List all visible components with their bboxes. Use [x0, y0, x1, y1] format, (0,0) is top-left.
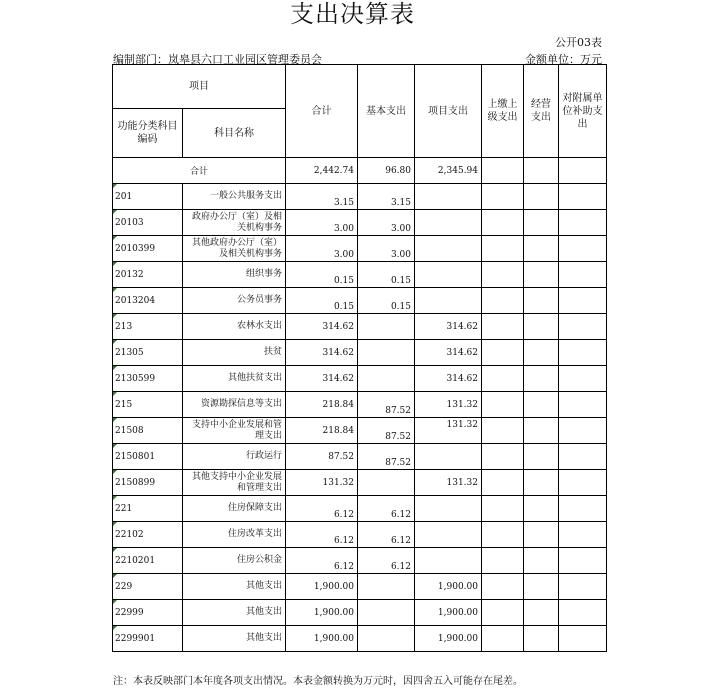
- row-total: 6.12: [286, 496, 358, 522]
- row-name: 政府办公厅（室）及相关机构事务: [183, 210, 286, 236]
- row-subsidy: [559, 496, 607, 522]
- row-name: 农林水支出: [183, 314, 286, 340]
- row-subsidy: [559, 210, 607, 236]
- row-business: [524, 184, 559, 210]
- total-row-project: 2,345.94: [415, 158, 482, 184]
- table-row: [113, 418, 607, 444]
- total-row-upper: [482, 158, 524, 184]
- table-row: [113, 366, 607, 392]
- row-subsidy: [559, 366, 607, 392]
- row-project: 131.32: [415, 470, 482, 496]
- total-row: [113, 158, 607, 184]
- row-project: 314.62: [415, 366, 482, 392]
- header-func-code: 功能分类科目编码: [113, 109, 183, 158]
- row-subsidy: [559, 184, 607, 210]
- row-business: [524, 470, 559, 496]
- row-basic: [358, 574, 415, 600]
- table-row: [113, 236, 607, 262]
- row-business: [524, 574, 559, 600]
- row-code: 2013204: [113, 288, 183, 314]
- header-business: 经营支出: [524, 65, 559, 158]
- row-upper: [482, 600, 524, 626]
- row-upper: [482, 626, 524, 652]
- row-project: [415, 262, 482, 288]
- row-name: 其他支持中小企业发展和管理支出: [183, 470, 286, 496]
- row-name: 公务员事务: [183, 288, 286, 314]
- row-total: 131.32: [286, 470, 358, 496]
- row-business: [524, 210, 559, 236]
- row-basic: [358, 470, 415, 496]
- row-total: 3.00: [286, 210, 358, 236]
- row-total: 1,900.00: [286, 626, 358, 652]
- row-subsidy: [559, 470, 607, 496]
- row-subsidy: [559, 236, 607, 262]
- table-row: [113, 522, 607, 548]
- row-upper: [482, 444, 524, 470]
- table-row: [113, 314, 607, 340]
- row-total: 0.15: [286, 288, 358, 314]
- footnote: 注：本表反映部门本年度各项支出情况。本表金额转换为万元时，因四舍五入可能存在尾差。: [113, 676, 523, 687]
- row-upper: [482, 574, 524, 600]
- row-basic: 6.12: [358, 496, 415, 522]
- row-total: 314.62: [286, 366, 358, 392]
- header-total: 合计: [286, 65, 358, 158]
- row-upper: [482, 210, 524, 236]
- table-row: [113, 626, 607, 652]
- row-total: 0.15: [286, 262, 358, 288]
- row-upper: [482, 340, 524, 366]
- row-basic: 0.15: [358, 288, 415, 314]
- header-basic: 基本支出: [358, 65, 415, 158]
- row-basic: [358, 340, 415, 366]
- header-subsidy: 对附属单位补助支出: [559, 65, 607, 158]
- row-upper: [482, 418, 524, 444]
- row-business: [524, 600, 559, 626]
- row-project: 314.62: [415, 314, 482, 340]
- row-project: [415, 184, 482, 210]
- row-upper: [482, 314, 524, 340]
- total-row-basic: 96.80: [358, 158, 415, 184]
- row-upper: [482, 262, 524, 288]
- row-subsidy: [559, 262, 607, 288]
- row-upper: [482, 496, 524, 522]
- unit-label: 金额单位：万元: [525, 53, 602, 66]
- row-subsidy: [559, 626, 607, 652]
- row-project: 1,900.00: [415, 574, 482, 600]
- row-business: [524, 236, 559, 262]
- row-subsidy: [559, 340, 607, 366]
- table-number: 公开03表: [555, 36, 602, 49]
- row-project: 131.32: [415, 418, 482, 444]
- row-total: 3.15: [286, 184, 358, 210]
- table-row: [113, 600, 607, 626]
- row-project: [415, 210, 482, 236]
- row-business: [524, 366, 559, 392]
- row-name: 其他支出: [183, 600, 286, 626]
- row-business: [524, 340, 559, 366]
- row-name: 支持中小企业发展和管理支出: [183, 418, 286, 444]
- total-row-business: [524, 158, 559, 184]
- row-subsidy: [559, 314, 607, 340]
- row-business: [524, 392, 559, 418]
- row-code: 229: [113, 574, 183, 600]
- row-project: 1,900.00: [415, 600, 482, 626]
- table-row: [113, 470, 607, 496]
- row-upper: [482, 236, 524, 262]
- header-project: 项目支出: [415, 65, 482, 158]
- row-subsidy: [559, 444, 607, 470]
- row-project: [415, 288, 482, 314]
- row-basic: 87.52: [358, 392, 415, 418]
- table-row: [113, 262, 607, 288]
- row-total: 218.84: [286, 418, 358, 444]
- row-name: 住房保障支出: [183, 496, 286, 522]
- row-business: [524, 522, 559, 548]
- table-row: [113, 210, 607, 236]
- department-label: 编制部门：岚皋县六口工业园区管理委员会: [113, 53, 322, 66]
- row-code: 21508: [113, 418, 183, 444]
- row-name: 行政运行: [183, 444, 286, 470]
- table-row: [113, 392, 607, 418]
- row-upper: [482, 288, 524, 314]
- row-subsidy: [559, 392, 607, 418]
- row-code: 2299901: [113, 626, 183, 652]
- table-row: [113, 340, 607, 366]
- row-total: 87.52: [286, 444, 358, 470]
- row-name: 组织事务: [183, 262, 286, 288]
- row-subsidy: [559, 548, 607, 574]
- row-total: 6.12: [286, 522, 358, 548]
- total-row-label: 合计: [113, 158, 286, 184]
- row-total: 1,900.00: [286, 600, 358, 626]
- row-project: [415, 522, 482, 548]
- row-basic: [358, 600, 415, 626]
- table-row: [113, 444, 607, 470]
- row-project: [415, 496, 482, 522]
- row-business: [524, 288, 559, 314]
- table-row: [113, 496, 607, 522]
- row-project: [415, 444, 482, 470]
- row-code: 21305: [113, 340, 183, 366]
- row-basic: [358, 366, 415, 392]
- row-subsidy: [559, 418, 607, 444]
- row-subsidy: [559, 600, 607, 626]
- row-project: 131.32: [415, 392, 482, 418]
- row-basic: 87.52: [358, 418, 415, 444]
- table-row: [113, 184, 607, 210]
- row-business: [524, 262, 559, 288]
- row-basic: 6.12: [358, 548, 415, 574]
- row-project: 314.62: [415, 340, 482, 366]
- header-upper: 上缴上级支出: [482, 65, 524, 158]
- row-name: 住房改革支出: [183, 522, 286, 548]
- row-business: [524, 444, 559, 470]
- row-code: 201: [113, 184, 183, 210]
- row-code: 2150801: [113, 444, 183, 470]
- row-name: 其他政府办公厅（室）及相关机构事务: [183, 236, 286, 262]
- row-name: 一般公共服务支出: [183, 184, 286, 210]
- row-total: 218.84: [286, 392, 358, 418]
- row-project: 1,900.00: [415, 626, 482, 652]
- row-total: 314.62: [286, 340, 358, 366]
- row-name: 住房公积金: [183, 548, 286, 574]
- row-name: 其他支出: [183, 574, 286, 600]
- row-basic: 3.15: [358, 184, 415, 210]
- row-business: [524, 314, 559, 340]
- row-name: 资源勘探信息等支出: [183, 392, 286, 418]
- row-code: 215: [113, 392, 183, 418]
- row-basic: [358, 314, 415, 340]
- row-name: 其他支出: [183, 626, 286, 652]
- row-total: 314.62: [286, 314, 358, 340]
- row-code: 2150899: [113, 470, 183, 496]
- row-upper: [482, 366, 524, 392]
- row-upper: [482, 392, 524, 418]
- row-subsidy: [559, 522, 607, 548]
- header-subject-name: 科目名称: [183, 109, 286, 158]
- row-project: [415, 236, 482, 262]
- row-code: 20103: [113, 210, 183, 236]
- row-business: [524, 418, 559, 444]
- row-basic: [358, 626, 415, 652]
- row-code: 20132: [113, 262, 183, 288]
- header-item: 项目: [113, 65, 286, 109]
- page-title: 支出决算表: [290, 0, 415, 28]
- row-upper: [482, 184, 524, 210]
- table-row: [113, 288, 607, 314]
- row-name: 扶贫: [183, 340, 286, 366]
- row-code: 22102: [113, 522, 183, 548]
- row-code: 221: [113, 496, 183, 522]
- expenditure-table: [112, 64, 607, 652]
- row-subsidy: [559, 574, 607, 600]
- row-basic: 87.52: [358, 444, 415, 470]
- row-upper: [482, 548, 524, 574]
- total-row-total: 2,442.74: [286, 158, 358, 184]
- row-basic: 0.15: [358, 262, 415, 288]
- row-project: [415, 548, 482, 574]
- table-row: [113, 548, 607, 574]
- row-business: [524, 496, 559, 522]
- row-name: 其他扶贫支出: [183, 366, 286, 392]
- row-total: 6.12: [286, 548, 358, 574]
- table-row: [113, 574, 607, 600]
- row-basic: 3.00: [358, 236, 415, 262]
- row-basic: 6.12: [358, 522, 415, 548]
- row-business: [524, 548, 559, 574]
- row-code: 213: [113, 314, 183, 340]
- row-business: [524, 626, 559, 652]
- total-row-subsidy: [559, 158, 607, 184]
- row-code: 2210201: [113, 548, 183, 574]
- row-code: 22999: [113, 600, 183, 626]
- row-code: 2010399: [113, 236, 183, 262]
- row-total: 3.00: [286, 236, 358, 262]
- row-subsidy: [559, 288, 607, 314]
- row-code: 2130599: [113, 366, 183, 392]
- row-basic: 3.00: [358, 210, 415, 236]
- row-total: 1,900.00: [286, 574, 358, 600]
- row-upper: [482, 522, 524, 548]
- row-upper: [482, 470, 524, 496]
